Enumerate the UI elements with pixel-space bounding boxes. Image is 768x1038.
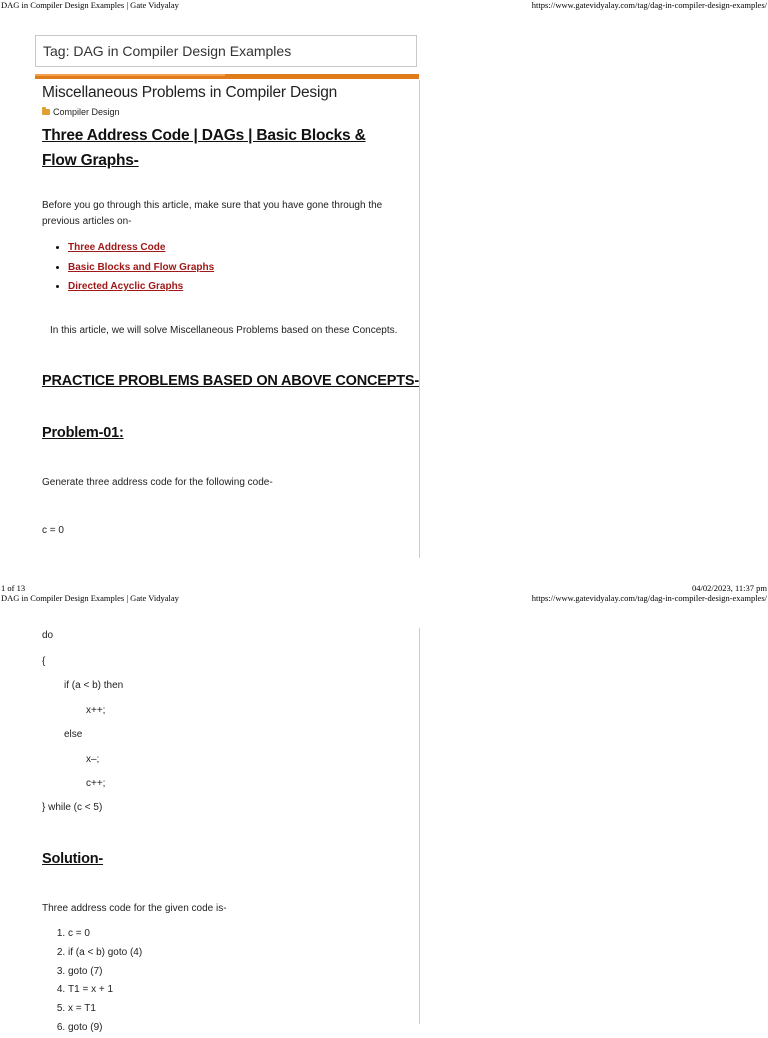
intro-paragraph: Before you go through this article, make sure that you have gone through the previous articles on- <box>42 200 383 227</box>
content-border <box>419 628 420 1024</box>
list-item: 6. goto (9) <box>68 1019 142 1038</box>
tag-title-box <box>35 35 417 67</box>
print-header <box>0 0 768 10</box>
code-line: x–; <box>86 754 100 765</box>
list-item: 1. c = 0 <box>68 925 142 944</box>
list-item: 3. goto (7) <box>68 963 142 982</box>
link-basic-blocks[interactable]: Basic Blocks and Flow Graphs <box>68 261 215 273</box>
list-item <box>68 238 214 258</box>
solution-heading: Solution- <box>42 851 104 867</box>
code-line: else <box>64 729 83 740</box>
category-label[interactable]: Compiler Design <box>53 107 120 117</box>
code-line: if (a < b) then <box>64 680 124 691</box>
tag-title: Tag: DAG in Compiler Design Examples <box>43 43 292 59</box>
problem-text: Generate three address code for the following code- <box>42 477 273 488</box>
list-item <box>68 277 214 297</box>
page-count: 1 of 13 <box>1 583 26 593</box>
code-line: c = 0 <box>42 525 64 536</box>
three-address-code-list <box>42 925 142 1038</box>
link-dag[interactable]: Directed Acyclic Graphs <box>68 281 184 292</box>
code-line: { <box>42 656 46 667</box>
print-datetime: 04/02/2023, 11:37 pm <box>691 583 767 593</box>
folder-icon <box>42 109 50 115</box>
code-line: } while (c < 5) <box>42 802 103 813</box>
print-page-title: DAG in Compiler Design Examples | Gate Vidyalay <box>1 593 179 603</box>
in-article-paragraph: In this article, we will solve Miscellaneous Problems based on these Concepts. <box>50 325 398 336</box>
print-header <box>0 593 768 603</box>
list-item: 4. T1 = x + 1 <box>68 981 142 1000</box>
print-url: https://www.gatevidyalay.com/tag/dag-in-compiler-design-examples/ <box>531 593 767 603</box>
print-footer <box>0 583 768 593</box>
accent-bar <box>35 74 419 79</box>
article-heading-link[interactable]: Three Address Code | DAGs | Basic Blocks & Flow Graphs- <box>42 127 366 169</box>
list-item <box>68 258 214 278</box>
list-item: 2. if (a < b) goto (4) <box>68 944 142 963</box>
problem-heading: Problem-01: <box>42 425 124 441</box>
content-border <box>419 80 420 558</box>
code-line: c++; <box>86 778 106 789</box>
prerequisite-links <box>42 238 214 297</box>
print-page-title: DAG in Compiler Design Examples | Gate Vidyalay <box>1 0 179 10</box>
practice-heading: PRACTICE PROBLEMS BASED ON ABOVE CONCEPTS- <box>42 373 419 389</box>
list-item: 5. x = T1 <box>68 1000 142 1019</box>
code-line: do <box>42 630 54 641</box>
code-line: x++; <box>86 705 106 716</box>
post-category[interactable] <box>42 107 120 117</box>
link-three-address-code[interactable]: Three Address Code <box>68 242 166 253</box>
solution-text: Three address code for the given code is- <box>42 903 227 914</box>
post-title[interactable]: Miscellaneous Problems in Compiler Design <box>42 84 338 101</box>
print-url: https://www.gatevidyalay.com/tag/dag-in-compiler-design-examples/ <box>531 0 767 10</box>
